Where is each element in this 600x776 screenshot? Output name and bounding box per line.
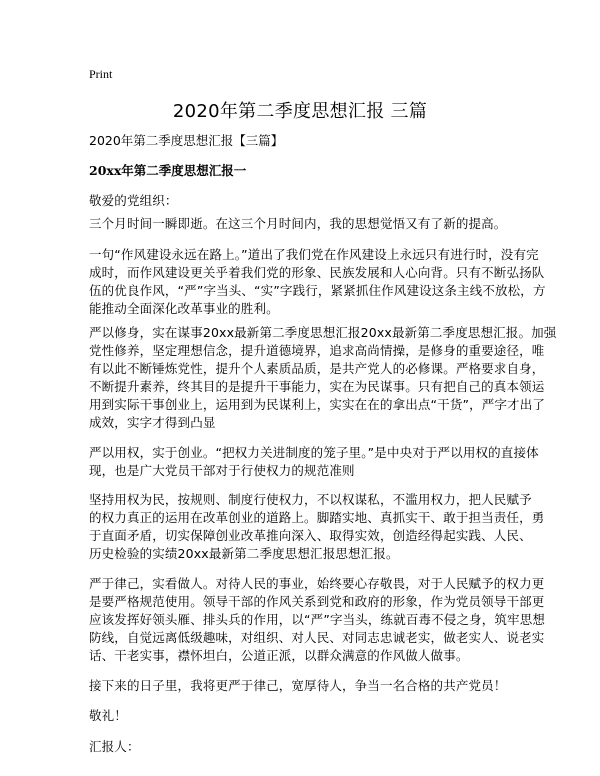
closing: 敬礼！ [89, 708, 127, 723]
paragraph-2-line-1: 一句“作风建设永远在路上。”道出了我们党在作风建设上永远只有进行时，没有完 [89, 247, 539, 262]
signature: 汇报人： [89, 739, 140, 754]
section-title: 20xx年第二季度思想汇报一 [89, 163, 247, 178]
paragraph-6-line-2: 是要严格规范使用。领导干部的作风关系到党和政府的形象，作为党员领导干部更 [89, 594, 545, 609]
paragraph-1-line-1: 三个月时间一瞬即逝。在这三个月时间内，我的思想觉悟又有了新的提高。 [89, 216, 507, 231]
paragraph-7-line-1: 接下来的日子里，我将更严于律己，宽厚待人，争当一名合格的共产党员！ [89, 678, 507, 693]
paragraph-2-line-4: 能推动全面深化改革事业的胜利。 [89, 301, 279, 316]
paragraph-3-line-4: 不断提升素养，终其目的是提升干事能力，实在为民谋事。只有把自己的真本领运 [89, 379, 545, 394]
paragraph-3-line-2: 党性修养，坚定理想信念，提升道德境界，追求高尚情操，是修身的重要途径，唯 [89, 343, 545, 358]
paragraph-2-line-2: 成时，而作风建设更关乎着我们党的形象、民族发展和人心向背。只有不断弘扬队 [89, 265, 545, 280]
paragraph-5-line-2: 的权力真正的运用在改革创业的道路上。脚踏实地、真抓实干、敢于担当责任，勇 [89, 510, 545, 525]
document-subtitle: 2020年第二季度思想汇报【三篇】 [89, 133, 284, 148]
paragraph-6-line-5: 话、干老实事，襟怀坦白，公道正派，以群众满意的作风做人做事。 [89, 648, 469, 663]
paragraph-2-line-3: 伍的优良作风，“严”字当头、“实”字践行，紧紧抓住作风建设这条主线不放松，方 [89, 283, 546, 298]
paragraph-6-line-3: 应该发挥好领头雁、排头兵的作用，以“严”字当头，练就百毒不侵之身，筑牢思想 [89, 612, 546, 627]
paragraph-3-line-6: 成效，实字才得到凸显 [89, 415, 216, 430]
paragraph-5-line-4: 历史检验的实绩20xx最新第二季度思想汇报思想汇报。 [89, 546, 399, 561]
paragraph-6-line-1: 严于律己，实看做人。对待人民的事业，始终要心存敬畏，对于人民赋予的权力更 [89, 576, 545, 591]
paragraph-3-line-5: 用到实际干事创业上，运用到为民谋利上，实实在在的拿出点“干货”，严字才出了 [89, 397, 546, 412]
paragraph-3-line-3: 有以此不断锤炼党性，提升个人素质品质，是共产党人的必修课。严格要求自身， [89, 361, 545, 376]
document-title: 2020年第二季度思想汇报 三篇 [172, 101, 428, 122]
paragraph-6-line-4: 防线，自觉远离低级趣味，对组织、对人民、对同志忠诚老实，做老实人、说老实 [89, 630, 545, 645]
paragraph-4-line-1: 严以用权，实于创业。“把权力关进制度的笼子里。”是中央对于严以用权的直接体 [89, 445, 539, 460]
greeting: 敬爱的党组织： [89, 193, 178, 208]
paragraph-4-line-2: 现，也是广大党员干部对于行使权力的规范准则 [89, 463, 355, 478]
paragraph-5-line-1: 坚持用权为民，按规则、制度行使权力，不以权谋私，不滥用权力，把人民赋予 [89, 492, 532, 507]
print-label: Print [89, 67, 113, 81]
paragraph-5-line-3: 于直面矛盾，切实保障创业改革推向深入、取得实效，创造经得起实践、人民、 [89, 528, 532, 543]
paragraph-3-line-1: 严以修身，实在谋事20xx最新第二季度思想汇报20xx最新第二季度思想汇报。加强 [89, 325, 557, 340]
